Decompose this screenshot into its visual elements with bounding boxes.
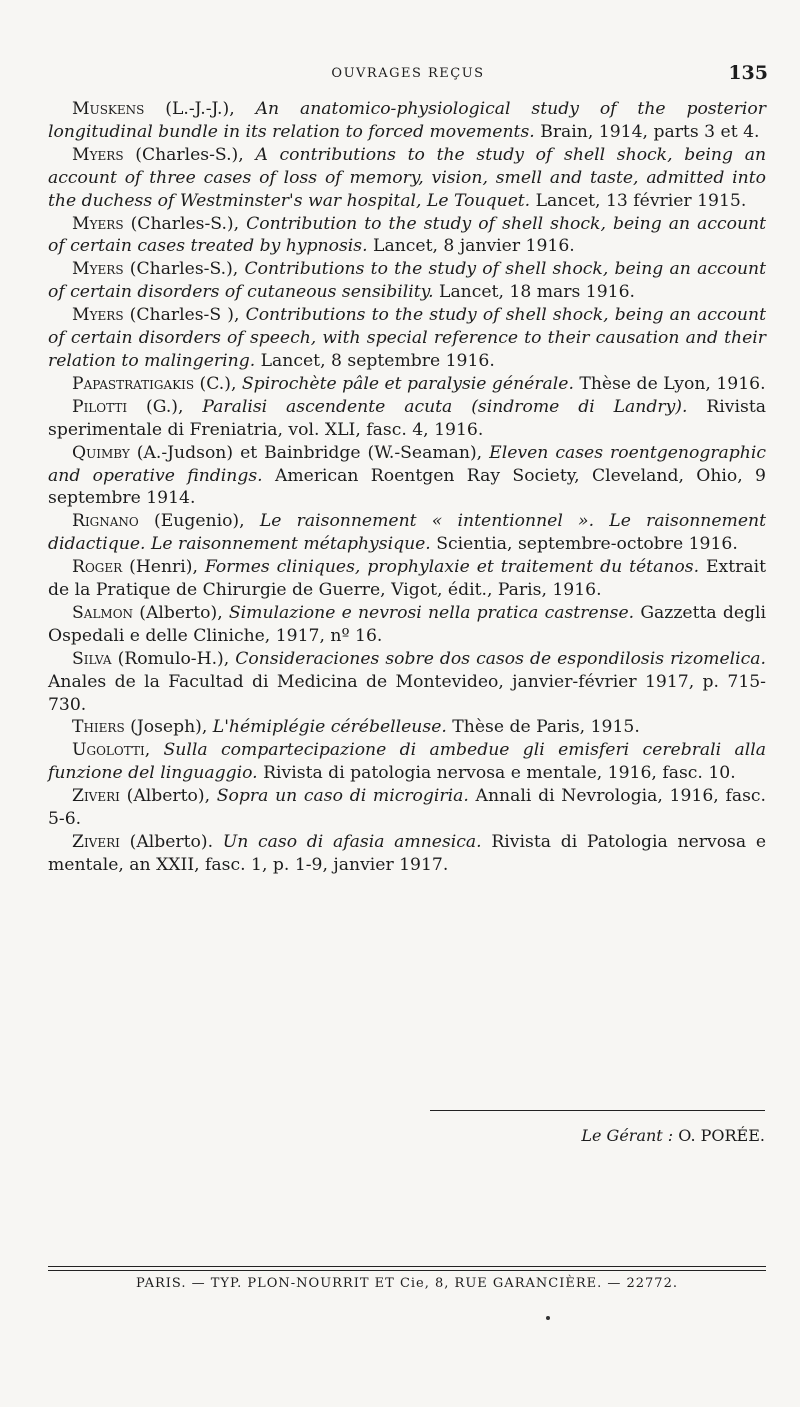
entry-title: An anatomico-physiological study of the posterior longitudinal bundle in its relation to forced movements. xyxy=(48,99,766,142)
bibliography-entry xyxy=(48,785,766,831)
entry-publication: Rivista di Patologia nervosa e mentale, an XXII, fasc. 1, p. 1-9, janvier 1917. xyxy=(48,832,766,875)
entry-title: Le raisonnement « intentionnel ». Le raisonnement didactique. Le raisonnement métaphysique. xyxy=(48,511,766,555)
entry-author-details: (Charles-S ), xyxy=(123,305,246,326)
entry-author: Myers xyxy=(72,144,124,165)
signature-line xyxy=(430,1126,765,1145)
entry-title: Consideraciones sobre dos casos de espondilosis rizomelica. xyxy=(235,648,766,669)
running-title: OUVRAGES REÇUS xyxy=(331,66,485,81)
entry-author-details: (Charles-S.), xyxy=(123,259,245,280)
bibliography-entry xyxy=(48,831,766,877)
entry-author-details: (Charles-S.), xyxy=(123,144,256,165)
entry-title: Simulazione e nevrosi nella pratica castrense. xyxy=(228,602,635,623)
footer-rule-thin xyxy=(48,1270,766,1271)
entry-publication: Lancet, 8 janvier 1916. xyxy=(367,236,575,257)
entry-author-details: (Charles-S.), xyxy=(123,213,247,234)
entry-author: Rignano xyxy=(72,511,139,532)
entry-title: Contributions to the study of shell shock, being an account of certain disorders of speech, with special reference to their causation and their relation to malingering. xyxy=(48,305,766,371)
bibliography-list xyxy=(48,98,766,877)
entry-title: L'hémiplégie cérébelleuse. xyxy=(212,717,447,738)
entry-publication: Anales de la Facultad di Medicina de Montevideo, janvier-février 1917, p. 715-730. xyxy=(48,671,766,715)
entry-title: Contributions to the study of shell shock, being an account of certain disorders of cutaneous sensibility. xyxy=(48,259,766,303)
entry-publication: Annali di Nevrologia, 1916, fasc. 5-6. xyxy=(48,786,766,830)
bibliography-entry xyxy=(48,648,766,717)
entry-title: Paralisi ascendente acuta (sindrome di Landry). xyxy=(202,396,688,417)
entry-author-details: (Joseph), xyxy=(124,717,213,738)
entry-author-details: (A.-Judson) et Bainbridge (W.-Seaman), xyxy=(129,442,490,463)
entry-author: Ziveri xyxy=(72,786,120,807)
entry-author: Thiers xyxy=(72,717,125,738)
bibliography-entry xyxy=(48,442,766,511)
entry-publication: American Roentgen Ray Society, Cleveland, Ohio, 9 septembre 1914. xyxy=(48,465,766,509)
entry-author-details: (Eugenio), xyxy=(138,511,260,532)
entry-publication: Gazzetta degli Ospedali e delle Cliniche, 1917, nº 16. xyxy=(48,602,767,646)
entry-publication: Rivista sperimentale di Freniatria, vol. XLI, fasc. 4, 1916. xyxy=(48,396,766,440)
entry-author: Muskens xyxy=(72,99,145,119)
entry-author: Myers xyxy=(72,305,124,326)
signature-name: O. PORÉE. xyxy=(673,1126,765,1145)
page-number: 135 xyxy=(728,62,768,84)
entry-title: Spirochète pâle et paralysie générale. xyxy=(241,373,574,394)
entry-title: Contribution to the study of shell shock, being an account of certain cases treated by hypnosis. xyxy=(48,213,767,257)
entry-publication: Brain, 1914, parts 3 et 4. xyxy=(534,121,760,142)
entry-author: Silva xyxy=(72,648,112,669)
entry-author: Pilotti xyxy=(72,396,128,417)
signature-rule xyxy=(430,1110,765,1111)
entry-publication: Lancet, 18 mars 1916. xyxy=(433,282,635,303)
bibliography-entry xyxy=(48,739,766,785)
entry-publication: Thèse de Lyon, 1916. xyxy=(573,373,766,394)
entry-author-details: , xyxy=(144,740,164,761)
entry-author: Quimby xyxy=(72,442,130,463)
entry-author-details: (Alberto), xyxy=(119,786,217,807)
entry-author: Ziveri xyxy=(72,832,120,852)
entry-title: Formes cliniques, prophylaxie et traitement du tétanos. xyxy=(204,557,700,578)
entry-author-details: (G.), xyxy=(127,396,203,417)
bibliography-entry xyxy=(48,98,766,144)
entry-publication: Rivista di patologia nervosa e mentale, 1916, fasc. 10. xyxy=(257,763,736,784)
bibliography-entry xyxy=(48,304,766,373)
entry-publication: Thèse de Paris, 1915. xyxy=(446,717,640,738)
entry-author: Papastratigakis xyxy=(72,373,195,394)
footer-rule-thick xyxy=(48,1266,766,1267)
ink-speck xyxy=(546,1316,550,1320)
bibliography-entry xyxy=(48,213,766,259)
bibliography-entry xyxy=(48,556,766,602)
bibliography-entry xyxy=(48,258,766,304)
entry-publication: Lancet, 8 septembre 1916. xyxy=(255,350,495,371)
bibliography-entry xyxy=(48,716,766,739)
bibliography-entry xyxy=(48,144,766,213)
bibliography-entry xyxy=(48,373,766,396)
entry-author: Myers xyxy=(72,213,124,234)
entry-title: Sopra un caso di microgiria. xyxy=(216,786,469,807)
bibliography-entry xyxy=(48,602,766,648)
entry-title: Sulla compartecipazione di ambedue gli emisferi cerebrali alla funzione del linguaggio. xyxy=(48,740,767,784)
entry-author: Ugolotti xyxy=(72,740,145,761)
entry-author-details: (Romulo-H.), xyxy=(111,648,236,669)
bibliography-entry xyxy=(48,396,766,442)
entry-title: Eleven cases roentgenographic and operative findings. xyxy=(48,442,766,486)
entry-author-details: (Henri), xyxy=(122,557,205,578)
entry-author: Myers xyxy=(72,259,124,280)
entry-title: A contributions to the study of shell shock, being an account of three cases of loss of memory, vision, smell and taste, admitted into the duchess of Westminster's war hospital, Le Touquet. xyxy=(48,144,767,211)
entry-author-details: (Alberto), xyxy=(133,602,229,623)
entry-author-details: (C.), xyxy=(194,373,242,394)
entry-author-details: (L.-J.-J.), xyxy=(144,99,256,119)
entry-publication: Extrait de la Pratique de Chirurgie de Guerre, Vigot, édit., Paris, 1916. xyxy=(48,557,767,601)
entry-publication: Lancet, 13 février 1915. xyxy=(530,190,747,211)
entry-author: Salmon xyxy=(72,602,134,623)
printer-imprint: PARIS. — TYP. PLON-NOURRIT ET Cie, 8, RUE GARANCIÈRE. — 22772. xyxy=(136,1276,678,1291)
bibliography-entry xyxy=(48,510,766,556)
entry-title: Un caso di afasia amnesica. xyxy=(222,832,482,852)
entry-author: Roger xyxy=(72,557,123,578)
signature-label: Le Gérant : xyxy=(581,1126,674,1145)
entry-publication: Scientia, septembre-octobre 1916. xyxy=(430,534,738,555)
entry-author-details: (Alberto). xyxy=(119,832,223,852)
running-header xyxy=(48,62,768,92)
